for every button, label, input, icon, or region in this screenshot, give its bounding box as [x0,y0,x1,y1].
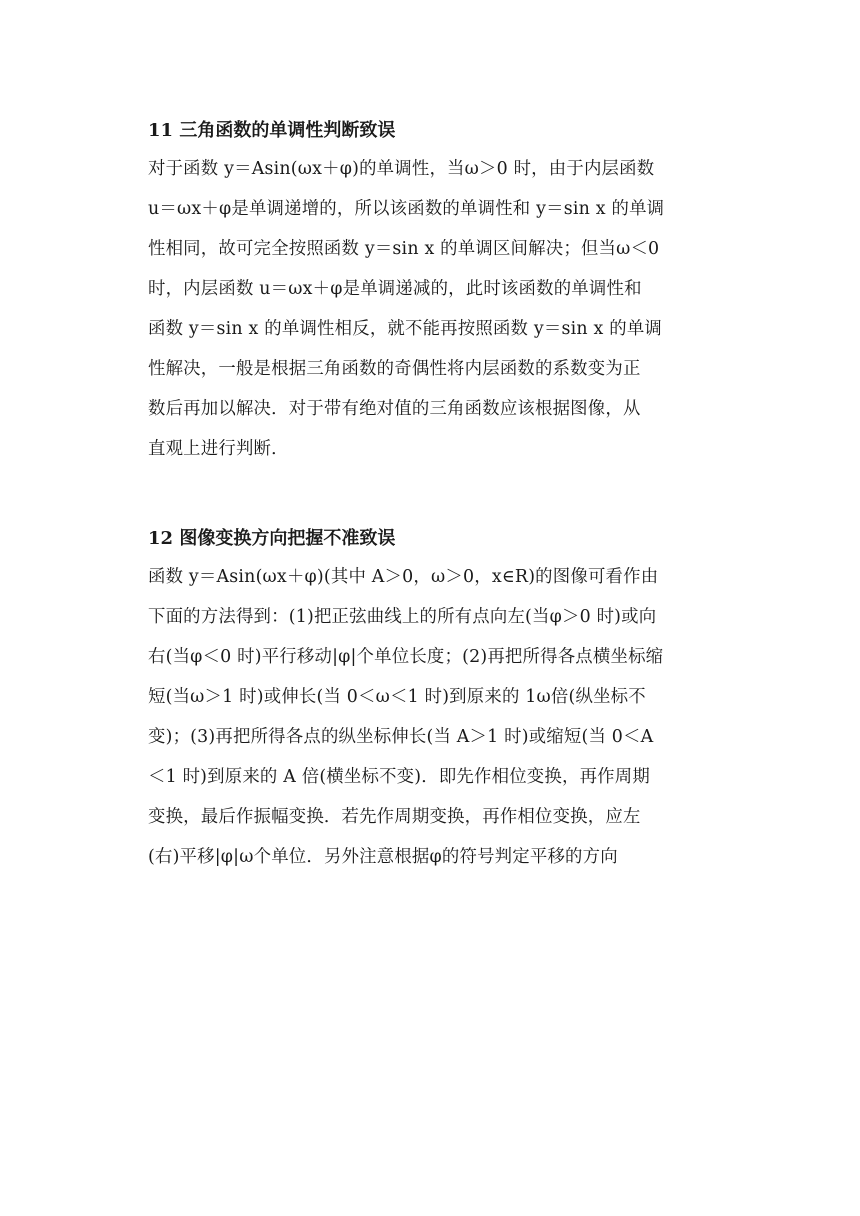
paragraph-line: 变)；(3)再把所得各点的纵坐标伸长(当 A＞1 时)或缩短(当 0＜A [148,727,654,747]
paragraph-line: 时，内层函数 u＝ωx＋φ是单调递减的，此时该函数的单调性和 [148,279,642,299]
paragraph-line: 数后再加以解决．对于带有绝对值的三角函数应该根据图像，从 [148,399,641,419]
paragraph-line: (右)平移|φ|ω个单位．另外注意根据φ的符号判定平移的方向 [148,847,618,867]
paragraph-line: 性解决，一般是根据三角函数的奇偶性将内层函数的系数变为正 [148,359,641,379]
paragraph-line: u＝ωx＋φ是单调递增的，所以该函数的单调性和 y＝sin x 的单调 [148,199,665,219]
paragraph-line: 函数 y＝sin x 的单调性相反，就不能再按照函数 y＝sin x 的单调 [148,319,663,339]
paragraph-line: 变换，最后作振幅变换．若先作周期变换，再作相位变换，应左 [148,807,641,827]
paragraph-line: 下面的方法得到：(1)把正弦曲线上的所有点向左(当φ＞0 时)或向 [148,607,657,627]
paragraph-line: 短(当ω＞1 时)或伸长(当 0＜ω＜1 时)到原来的 1ω倍(纵坐标不 [148,687,646,707]
section-12 [148,526,708,884]
paragraph-line: 性相同，故可完全按照函数 y＝sin x 的单调区间解决；但当ω＜0 [148,239,660,259]
section-heading: 12 图像变换方向把握不准致误 [148,528,396,549]
paragraph-line: 右(当φ＜0 时)平行移动|φ|个单位长度；(2)再把所得各点横坐标缩 [148,647,664,667]
paragraph-line: 对于函数 y＝Asin(ωx＋φ)的单调性，当ω＞0 时，由于内层函数 [148,159,655,179]
paragraph-line: ＜1 时)到原来的 A 倍(横坐标不变)．即先作相位变换，再作周期 [148,767,650,787]
paragraph-line: 函数 y＝Asin(ωx＋φ)(其中 A＞0，ω＞0，x∈R)的图像可看作由 [148,567,659,587]
paragraph-line: 直观上进行判断． [148,439,289,459]
section-11 [148,118,708,476]
section-heading: 11 三角函数的单调性判断致误 [148,120,396,141]
